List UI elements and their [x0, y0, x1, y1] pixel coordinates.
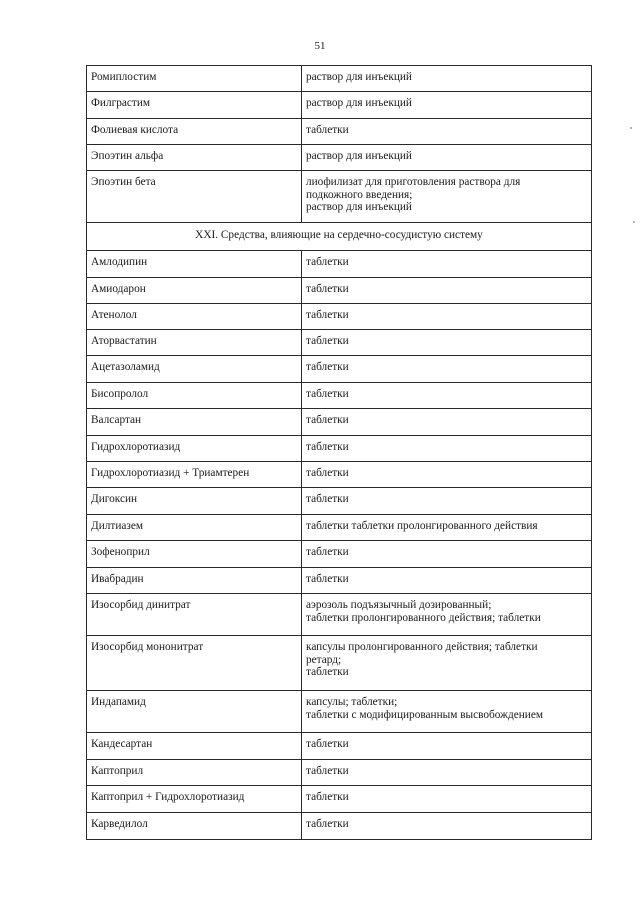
drug-name-cell: Ацетазоламид [87, 356, 302, 383]
dosage-form-line: таблетки [306, 283, 349, 295]
drug-name-cell: Аторвастатин [87, 330, 302, 356]
drug-name-cell: Дилтиазем [87, 515, 302, 541]
dosage-form-line: раствор для инъекций [306, 71, 412, 83]
dosage-form-line: таблетки [306, 666, 349, 679]
dosage-form-cell [302, 488, 592, 515]
drug-name-cell: Карведилол [87, 813, 302, 840]
dosage-form-line: аэрозоль подъязычный дозированный; [306, 599, 492, 611]
drug-name-cell: Ивабрадин [87, 568, 302, 594]
dosage-form-line: лиофилизат для приготовления раствора для [306, 176, 521, 188]
dosage-form-cell [302, 251, 592, 278]
drug-name-cell: Индапамид [87, 691, 302, 733]
section-row [87, 223, 592, 251]
dosage-form-cell [302, 436, 592, 462]
table-row [87, 594, 592, 636]
dosage-form-line: таблетки с модифицированным высвобождением [306, 708, 543, 721]
table-row [87, 733, 592, 760]
dosage-form-line: ретард; [306, 653, 342, 666]
table-row [87, 515, 592, 541]
scan-mark [633, 221, 635, 223]
drug-table-body [87, 66, 592, 840]
dosage-form-line: таблетки [306, 256, 349, 268]
table-row [87, 636, 592, 691]
dosage-form-cell [302, 171, 592, 223]
dosage-form-line: таблетки [306, 765, 349, 777]
scan-mark [630, 127, 632, 129]
dosage-form-cell [302, 278, 592, 304]
table-row [87, 171, 592, 223]
dosage-form-cell [302, 813, 592, 840]
dosage-form-cell [302, 304, 592, 330]
drug-name-cell: Эпоэтин альфа [87, 145, 302, 171]
dosage-form-cell [302, 119, 592, 145]
table-row [87, 462, 592, 488]
dosage-form-line: таблетки [306, 388, 349, 400]
dosage-form-line: таблетки [306, 818, 349, 830]
dosage-form-line: капсулы пролонгированного действия; таблетки [306, 641, 538, 653]
table-row [87, 409, 592, 436]
dosage-form-line: таблетки [306, 335, 349, 347]
table-row [87, 383, 592, 409]
table-row [87, 786, 592, 813]
dosage-form-line: капсулы; таблетки; [306, 696, 398, 708]
table-row [87, 330, 592, 356]
dosage-form-cell [302, 760, 592, 786]
dosage-form-line: таблетки пролонгированного действия; таблетки [306, 611, 541, 624]
table-row [87, 119, 592, 145]
drug-name-cell: Кандесартан [87, 733, 302, 760]
dosage-form-cell [302, 356, 592, 383]
dosage-form-cell [302, 733, 592, 760]
dosage-form-line: таблетки [306, 124, 349, 136]
dosage-form-cell [302, 786, 592, 813]
dosage-form-cell [302, 515, 592, 541]
dosage-form-cell [302, 66, 592, 92]
table-row [87, 568, 592, 594]
dosage-form-line: таблетки [306, 493, 349, 505]
dosage-form-cell [302, 462, 592, 488]
dosage-form-cell [302, 568, 592, 594]
drug-name-cell: Гидрохлоротиазид [87, 436, 302, 462]
dosage-form-cell [302, 92, 592, 119]
drug-name-cell: Каптоприл + Гидрохлоротиазид [87, 786, 302, 813]
table-row [87, 66, 592, 92]
drug-name-cell: Фолиевая кислота [87, 119, 302, 145]
drug-name-cell: Амлодипин [87, 251, 302, 278]
drug-name-cell: Амиодарон [87, 278, 302, 304]
drug-name-cell: Филграстим [87, 92, 302, 119]
table-row [87, 356, 592, 383]
table-row [87, 760, 592, 786]
dosage-form-line: раствор для инъекций [306, 150, 412, 162]
drug-name-cell: Ромиплостим [87, 66, 302, 92]
drug-name-cell: Каптоприл [87, 760, 302, 786]
table-row [87, 92, 592, 119]
dosage-form-line: раствор для инъекций [306, 97, 412, 109]
dosage-form-cell [302, 541, 592, 568]
dosage-form-cell [302, 594, 592, 636]
table-row [87, 691, 592, 733]
table-row [87, 813, 592, 840]
table-row [87, 304, 592, 330]
drug-name-cell: Бисопролол [87, 383, 302, 409]
drug-name-cell: Изосорбид динитрат [87, 594, 302, 636]
dosage-form-cell [302, 330, 592, 356]
dosage-form-cell [302, 691, 592, 733]
table-row [87, 488, 592, 515]
table-row [87, 436, 592, 462]
dosage-form-cell [302, 636, 592, 691]
dosage-form-line: подкожного введения; [306, 188, 413, 201]
dosage-form-line: таблетки [306, 738, 349, 750]
drug-name-cell: Изосорбид мононитрат [87, 636, 302, 691]
dosage-form-cell [302, 145, 592, 171]
dosage-form-cell [302, 409, 592, 436]
dosage-form-cell [302, 383, 592, 409]
table-row [87, 541, 592, 568]
drug-name-cell: Валсартан [87, 409, 302, 436]
table-row [87, 145, 592, 171]
dosage-form-line: таблетки [306, 546, 349, 558]
section-title: XXI. Средства, влияющие на сердечно-сосудистую систему [87, 223, 592, 251]
drug-name-cell: Атенолол [87, 304, 302, 330]
dosage-form-line: таблетки [306, 309, 349, 321]
page-number: 51 [314, 40, 326, 52]
dosage-form-line: таблетки [306, 361, 349, 373]
dosage-form-line: таблетки [306, 414, 349, 426]
drug-name-cell: Эпоэтин бета [87, 171, 302, 223]
dosage-form-line: таблетки [306, 467, 349, 479]
table-row [87, 251, 592, 278]
drug-table [86, 65, 592, 840]
drug-name-cell: Дигоксин [87, 488, 302, 515]
dosage-form-line: раствор для инъекций [306, 201, 412, 214]
drug-name-cell: Гидрохлоротиазид + Триамтерен [87, 462, 302, 488]
dosage-form-line: таблетки [306, 441, 349, 453]
dosage-form-line: таблетки [306, 573, 349, 585]
dosage-form-line: таблетки [306, 791, 349, 803]
drug-name-cell: Зофеноприл [87, 541, 302, 568]
table-row [87, 278, 592, 304]
dosage-form-line: таблетки таблетки пролонгированного действия [306, 520, 538, 532]
